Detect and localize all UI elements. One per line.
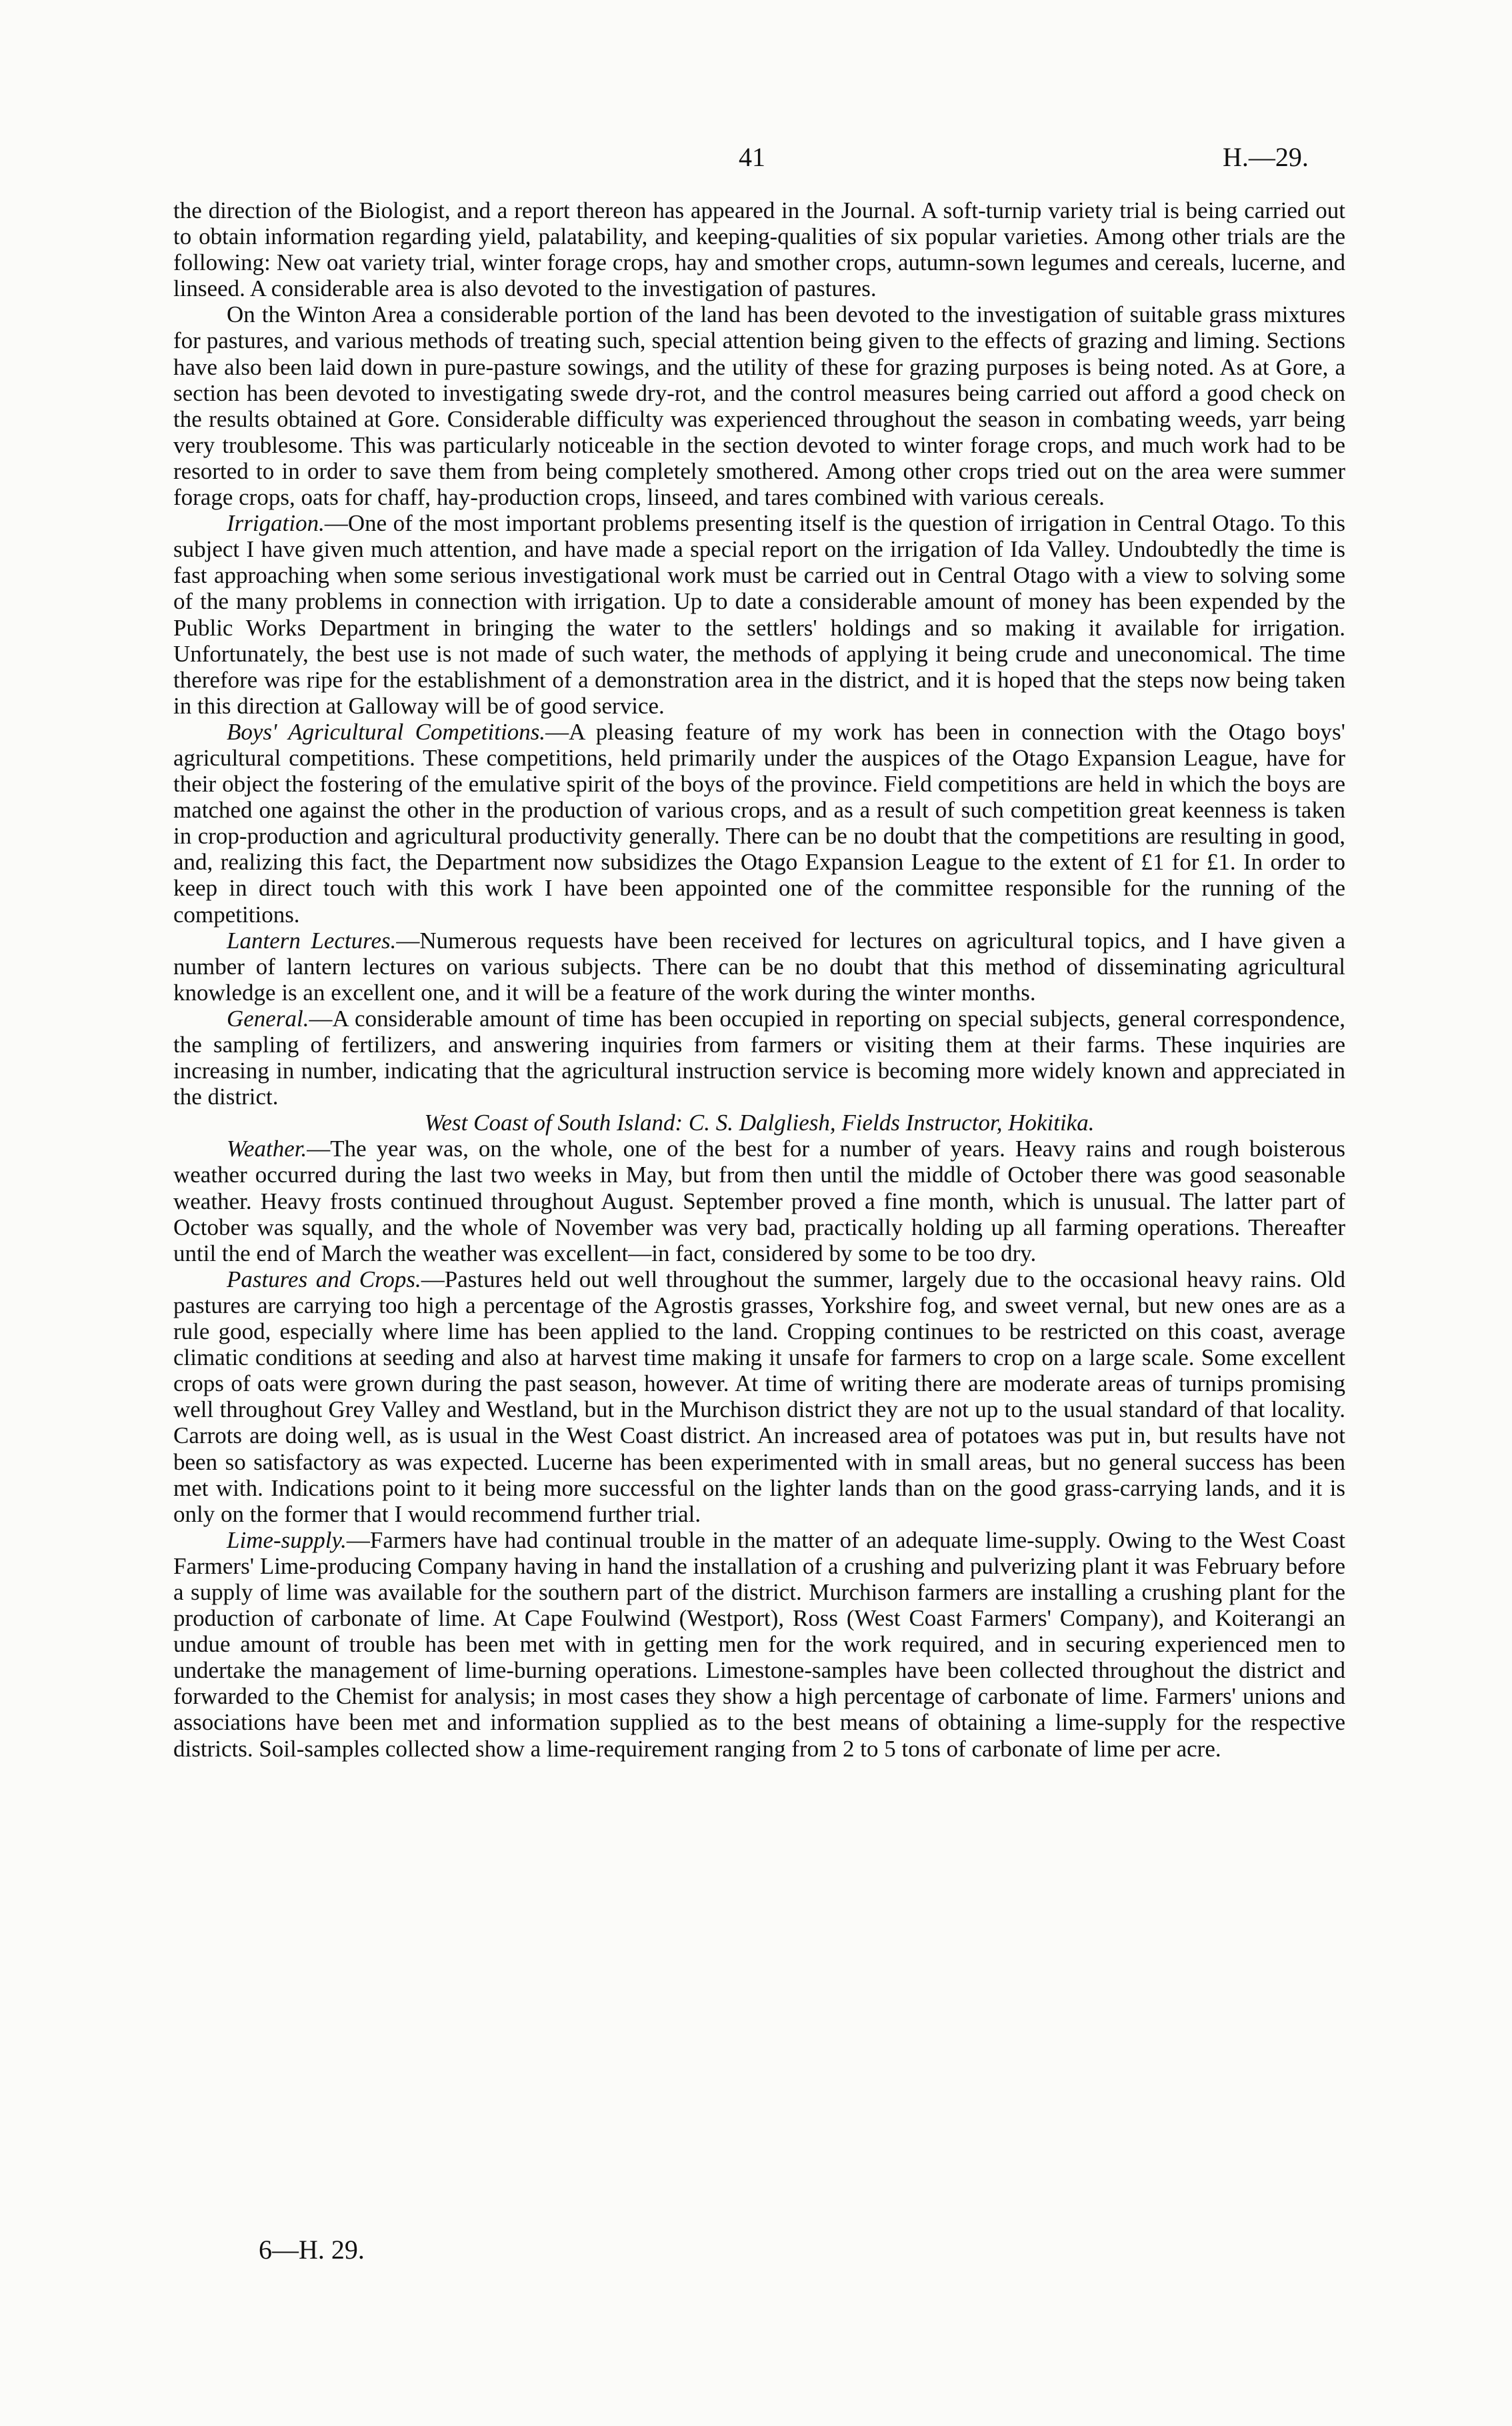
paragraph-text: —The year was, on the whole, one of the best for a number of years. Heavy rains and rough boisterous weather occurred during the last two weeks in May, but from then until the middle of October there was good seasonable weather. Heavy frosts continued throughout August. September proved a fine month, which is unusual. The latter part of October was squally, and the whole of November was very bad, practically holding up all farming operations. Thereafter until the end of March the weather was excellent—in fact, considered by some to be too dry. <box>173 1136 1345 1266</box>
paragraph <box>173 1136 1345 1266</box>
paragraph <box>173 301 1345 510</box>
paragraph <box>173 197 1345 301</box>
paragraph <box>173 1266 1345 1527</box>
paragraph <box>173 719 1345 928</box>
paragraph <box>173 510 1345 719</box>
paragraph-text: —Numerous requests have been received for lectures on agricultural topics, and I have given a number of lantern lectures on various subjects. There can be no doubt that this method of disseminating agricultural knowledge is an excellent one, and it will be a feature of the work during the winter months. <box>173 927 1345 1006</box>
paragraph-text: —Pastures held out well throughout the summer, largely due to the occasional heavy rains. Old pastures are carrying too high a percentage of the Agrostis grasses, Yorkshire fog, and sweet vernal, but new ones are as a rule good, especially where lime has been applied to the land. Cropping continues to be restricted on this coast, average climatic conditions at seeding and also at harvest time making it unsafe for farmers to crop on a large scale. Some excellent crops of oats were grown during the past season, however. At time of writing there are moderate areas of turnips promising well throughout Grey Valley and Westland, but in the Murchison district they are not up to the usual standard of that locality. Carrots are doing well, as is usual in the West Coast district. An increased area of potatoes was put in, but results have not been so satisfactory as was expected. Lucerne has been experimented with in small areas, but no general success has been met with. Indications point to it being more successful on the lighter lands than on the good grass-carrying lands, and it is only on the former that I would recommend further trial. <box>173 1266 1345 1527</box>
paragraph-heading: Irrigation. <box>227 510 325 537</box>
paragraph-text: —A pleasing feature of my work has been in connection with the Otago boys' agricultural competitions. These competitions, held primarily under the auspices of the Otago Expansion League, have for their object the fostering of the emulative spirit of the boys of the province. Field competitions are held in which the boys are matched one against the other in the production of various crops, and as a result of such competition great keenness is taken in crop-production and agricultural productivity generally. There can be no doubt that the competitions are resulting in good, and, realizing this fact, the Department now subsidizes the Otago Expansion League to the extent of £1 for £1. In order to keep in direct touch with this work I have been appointed one of the committee responsible for the running of the competitions. <box>173 718 1345 928</box>
paragraph <box>173 1006 1345 1110</box>
paragraph-text: —Farmers have had continual trouble in the matter of an adequate lime-supply. Owing to the West Coast Farmers' Lime-producing Company having in hand the installation of a crushing and pulverizing plant it was February before a supply of lime was available for the southern part of the district. Murchison farmers are installing a crushing plant for the production of carbonate of lime. At Cape Foulwind (Westport), Ross (West Coast Farmers' Company), and Koiterangi an undue amount of trouble has been met with in getting men for the work required, and in securing experienced men to undertake the management of lime-burning operations. Limestone-samples have been collected throughout the district and forwarded to the Chemist for analysis; in most cases they show a high percentage of carbonate of lime. Farmers' unions and associations have been met and information supplied as to the best means of obtaining a lime-supply for the respective districts. Soil-samples collected show a lime-requirement ranging from 2 to 5 tons of carbonate of lime per acre. <box>173 1526 1345 1762</box>
paragraph <box>173 1527 1345 1762</box>
signature-mark: 6—H. 29. <box>259 2235 365 2265</box>
paragraph-text: —One of the most important problems presenting itself is the question of irrigation in Central Otago. To this subject I have given much attention, and have made a special report on the irrigation of Ida Valley. Undoubtedly the time is fast approaching when some serious investigational work must be carried out in Central Otago with a view to solving some of the many problems in connection with irrigation. Up to date a considerable amount of money has been expended by the Public Works Department in bringing the water to the settlers' holdings and so making it available for irrigation. Unfortunately, the best use is not made of such water, the methods of applying it being crude and uneconomical. The time therefore was ripe for the establishment of a demonstration area in the district, and it is hoped that the steps now being taken in this direction at Galloway will be of good service. <box>173 510 1345 719</box>
paragraph-heading: Boys' Agricultural Competitions. <box>227 718 546 745</box>
paragraph-text: the direction of the Biologist, and a report thereon has appeared in the Journal. A soft-turnip variety trial is being carried out to obtain information regarding yield, palatability, and keeping-qualities of six popular varieties. Among other trials are the following: New oat variety trial, winter forage crops, hay and smother crops, autumn-sown legumes and cereals, lucerne, and linseed. A considerable area is also devoted to the investigation of pastures. <box>173 197 1345 302</box>
paragraph-heading: Weather. <box>227 1136 307 1162</box>
section-title: West Coast of South Island: C. S. Dalgliesh, Fields Instructor, Hokitika. <box>424 1110 1095 1136</box>
report-reference: H.—29. <box>1223 142 1309 172</box>
paragraph-text: —A considerable amount of time has been occupied in reporting on special subjects, general correspondence, the sampling of fertilizers, and answering inquiries from farmers or visiting them at their farms. These inquiries are increasing in number, indicating that the agricultural instruction service is becoming more widely known and appreciated in the district. <box>173 1005 1345 1110</box>
paragraph-heading: General. <box>227 1005 309 1032</box>
paragraph-heading: Lantern Lectures. <box>227 927 397 954</box>
page-number: 41 <box>739 142 765 172</box>
body-text <box>173 197 1345 1762</box>
paragraph-heading: Pastures and Crops. <box>227 1266 421 1292</box>
paragraph-text: On the Winton Area a considerable portion of the land has been devoted to the investigation of suitable grass mixtures for pastures, and various methods of treating such, special attention being given to the effects of grazing and liming. Sections have also been laid down in pure-pasture sowings, and the utility of these for grazing purposes is being noted. As at Gore, a section has been devoted to investigating swede dry-rot, and the control measures being carried out afford a good check on the results obtained at Gore. Considerable difficulty was experienced throughout the season in combating weeds, yarr being very troublesome. This was particularly noticeable in the section devoted to winter forage crops, and much work had to be resorted to in order to save them from being completely smothered. Among other crops tried out on the area were summer forage crops, oats for chaff, hay-production crops, linseed, and tares combined with various cereals. <box>173 301 1345 511</box>
paragraph <box>173 928 1345 1006</box>
paragraph-heading: Lime-supply. <box>227 1526 347 1553</box>
